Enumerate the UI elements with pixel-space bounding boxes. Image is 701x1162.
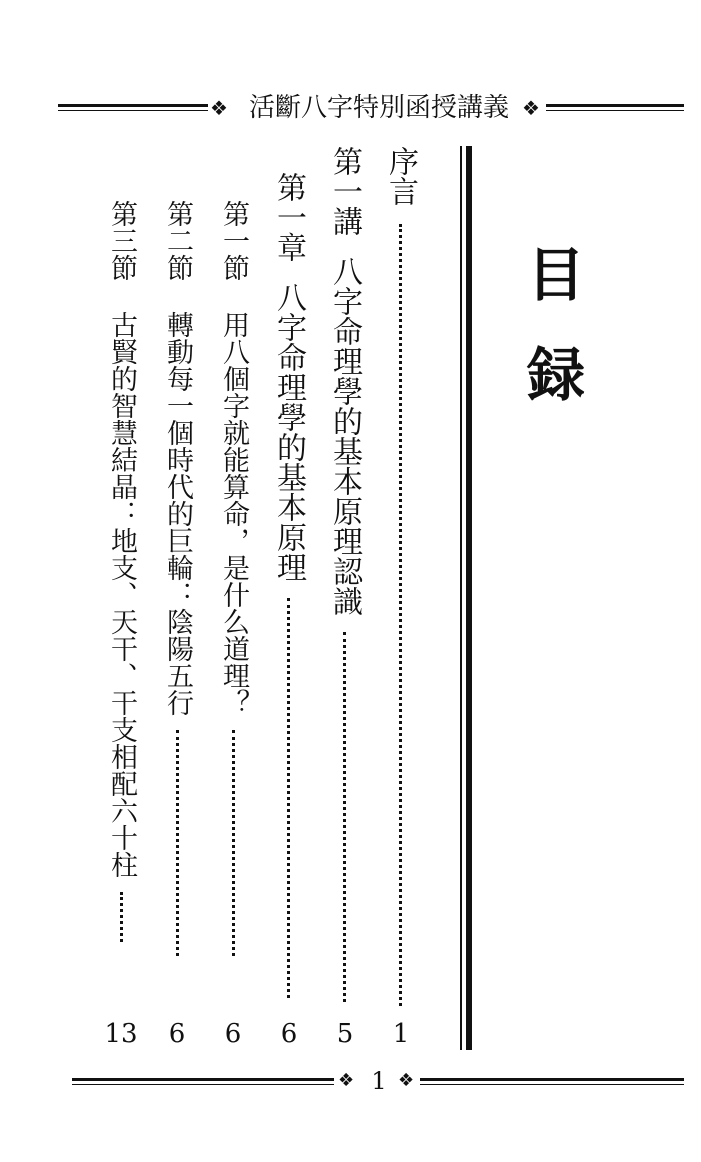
toc-entry-title: 用八個字就能算命，是什么道理？ [218,311,249,716]
toc-entry-title: 古賢的智慧結晶：地支、天干、干支相配六十柱 [106,311,137,878]
page-number: 1 [371,1067,387,1095]
leader-dots [232,730,235,956]
leader-dots [287,598,290,998]
header-rule-right [546,104,684,111]
column-divider [460,146,472,1050]
leader-dots [343,632,346,1002]
toc-entry-page: 6 [280,1019,298,1049]
footer-rule-left [72,1078,334,1085]
book-title: 活斷八字特別函授講義 [248,93,509,123]
footer-rule-right [420,1078,684,1085]
toc-entry-label: 第一講 [327,146,362,236]
header-ornament-left-icon: ❖ [210,96,228,120]
toc-entry-label: 第二節 [162,200,193,281]
header-rule-left [58,104,208,111]
footer-ornament-left-icon: ❖ [338,1070,355,1091]
toc-entry-page: 6 [168,1019,186,1049]
toc-entry-title: 轉動每一個時代的巨輪：陰陽五行 [162,311,193,716]
toc-entry-title: 八字命理學的基本原理 [271,282,306,582]
toc-entry-label: 第一章 [271,172,306,262]
header-ornament-right-icon: ❖ [522,96,540,120]
toc-entry-section-2[interactable] [160,200,194,1004]
toc-entry-section-1[interactable] [216,200,250,1004]
leader-dots [176,730,179,956]
toc-heading: 目録 [517,244,585,444]
toc-entry-page: 5 [336,1019,354,1049]
footer-ornament-right-icon: ❖ [398,1070,415,1091]
leader-dots [399,224,402,1006]
toc-entry-label: 第三節 [106,200,137,281]
leader-dots [120,892,123,942]
toc-entry-title: 八字命理學的基本原理認識 [327,256,362,616]
toc-entry-page: 1 [392,1019,410,1049]
toc-entry-label: 第一節 [218,200,249,281]
toc-entry-lecture-1[interactable] [324,146,364,1002]
toc-entry-label: 序言 [383,146,418,206]
toc-entry-preface[interactable] [380,146,420,1002]
toc-entry-page: 13 [104,1019,138,1049]
running-footer [72,1068,684,1098]
toc-entry-section-3[interactable] [104,200,138,1004]
toc-entry-chapter-1[interactable] [268,172,308,1004]
toc-entry-page: 6 [224,1019,242,1049]
running-header [58,94,684,126]
